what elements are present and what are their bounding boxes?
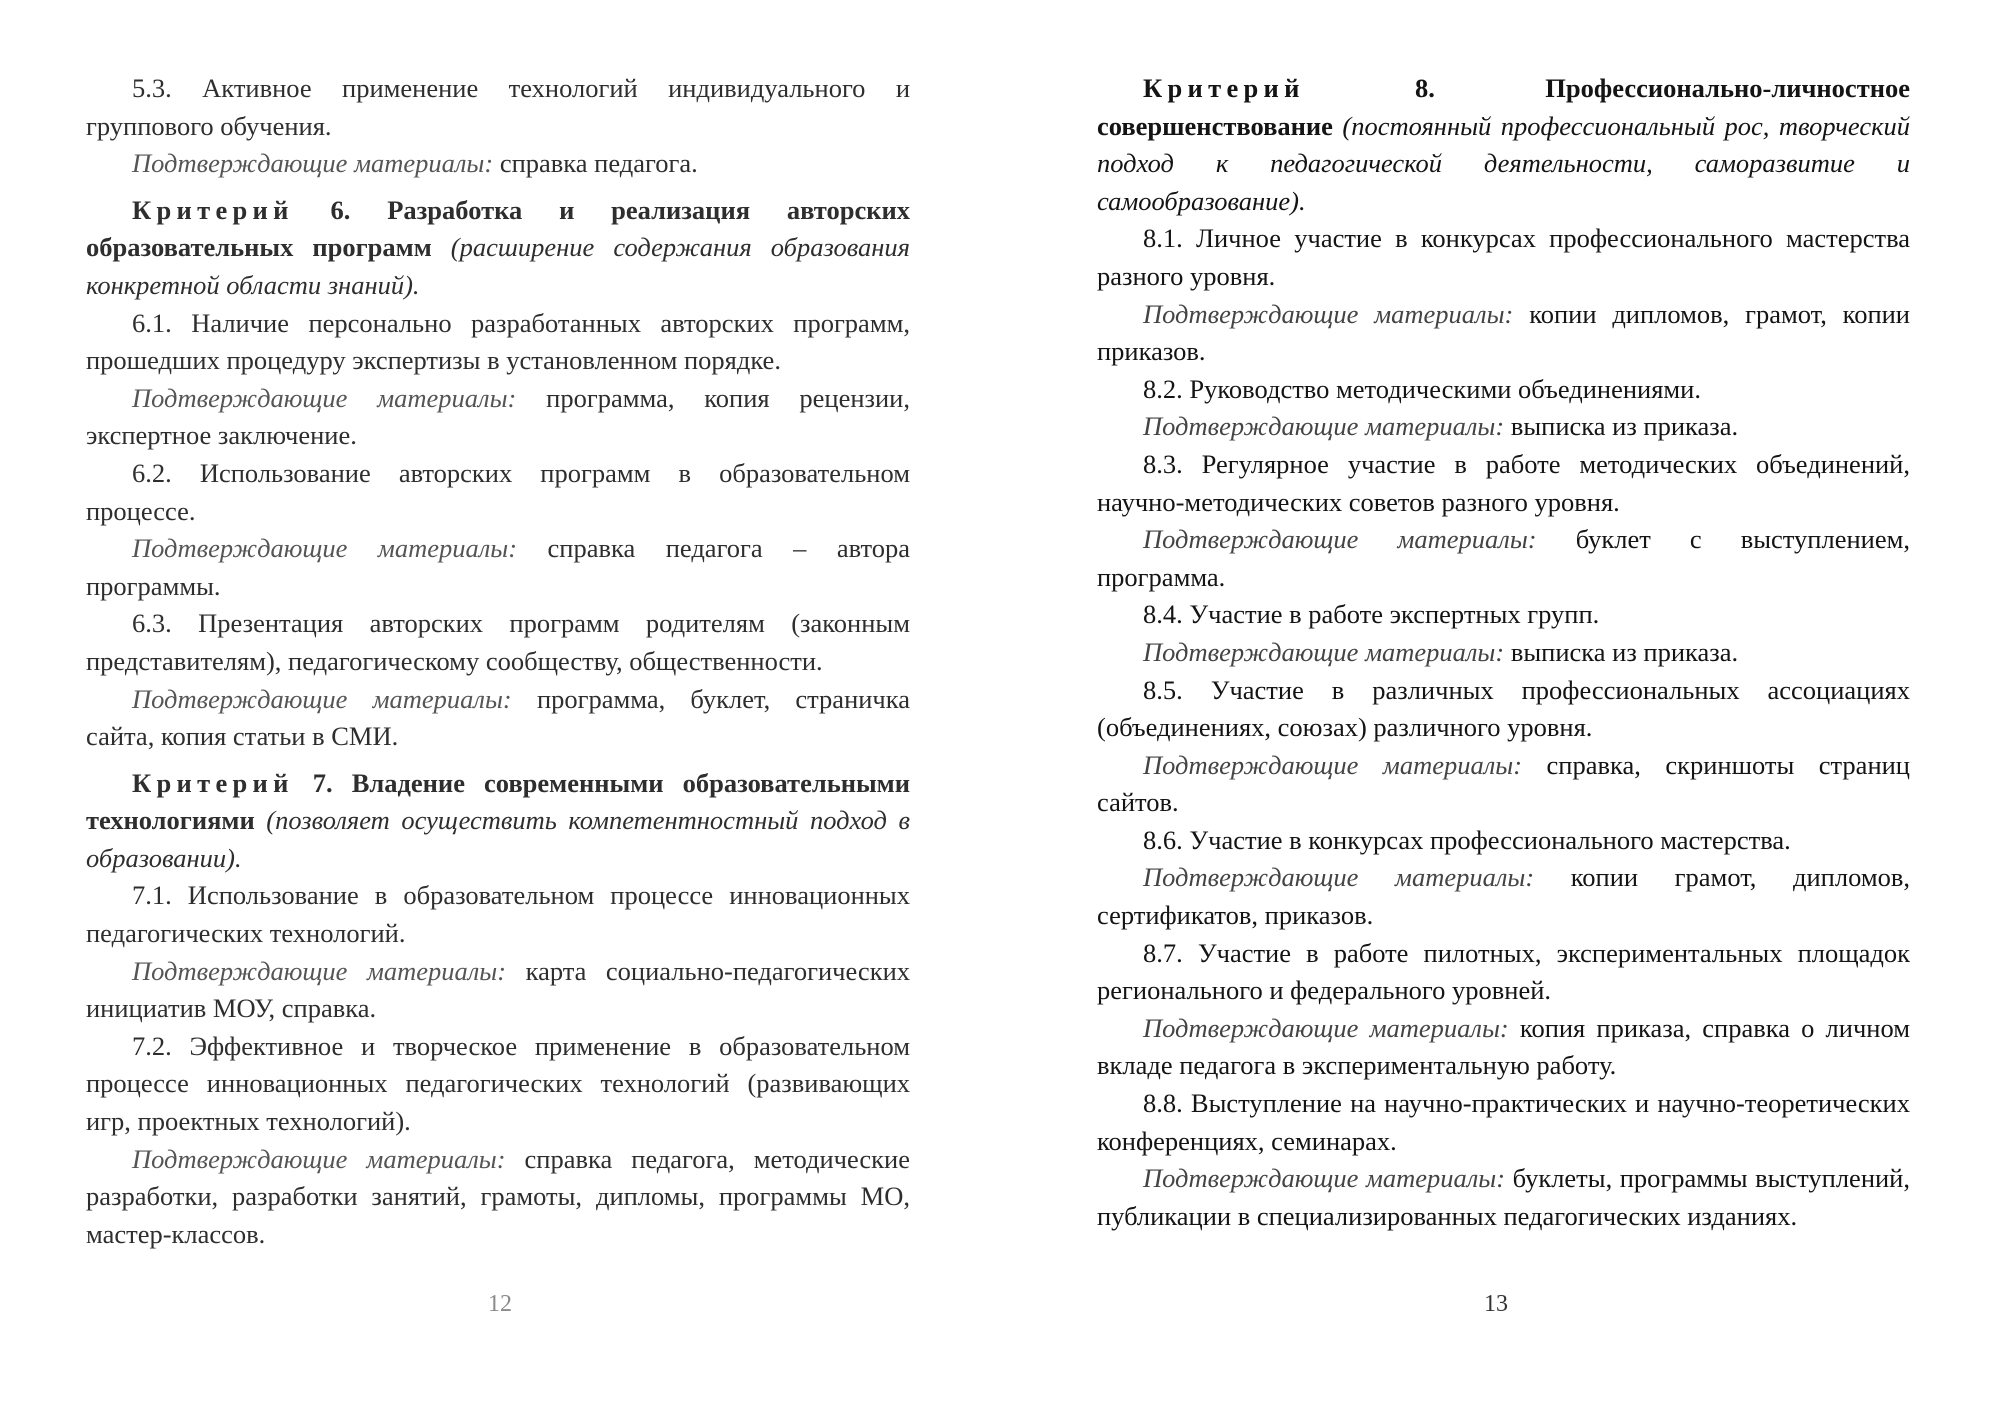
confirming-materials: Подтверждающие материалы: копии дипломов, грамот, копии приказов. bbox=[1097, 298, 1910, 367]
confirming-materials: Подтверждающие материалы: буклеты, программы выступлений, публикации в специализированных педагогических изданиях. bbox=[1097, 1163, 1910, 1231]
right-page bbox=[1097, 70, 1910, 1235]
left-page bbox=[86, 70, 910, 1253]
confirming-materials: Подтверждающие материалы: выписка из приказа. bbox=[1143, 411, 1739, 442]
item-8-4: 8.4. Участие в работе экспертных групп. bbox=[1143, 599, 1600, 630]
item-6-1: 6.1. Наличие персонально разработанных авторских программ, прошедших процедуру экспертизы в установленном порядке. bbox=[86, 307, 910, 376]
criterion-8-heading: Критерий 8. Профессионально-личностное совершенствование (постоянный профессиональный рос, творческий подход к педагогической деятельности, саморазвитие и самообразование). bbox=[1097, 73, 1910, 216]
item-6-2: 6.2. Использование авторских программ в образовательном процессе. bbox=[86, 457, 910, 526]
item-7-2: 7.2. Эффективное и творческое применение в образовательном процессе инновационных педагогических технологий (развивающих игр, проектных технологий). bbox=[86, 1030, 910, 1137]
confirming-materials: Подтверждающие материалы: буклет с выступлением, программа. bbox=[1097, 524, 1910, 592]
item-8-5: 8.5. Участие в различных профессиональных ассоциациях (объединениях, союзах) различного уровня. bbox=[1097, 674, 1910, 743]
item-5-3: 5.3. Активное применение технологий индивидуального и группового обучения. bbox=[86, 73, 910, 141]
confirming-materials: Подтверждающие материалы: программа, буклет, страничка сайта, копия статьи в СМИ. bbox=[86, 683, 910, 752]
confirming-materials: Подтверждающие материалы: справка педагога – автора программы. bbox=[86, 533, 910, 601]
item-8-2: 8.2. Руководство методическими объединениями. bbox=[1143, 373, 1701, 404]
page-number-left: 12 bbox=[488, 1291, 512, 1317]
criterion-7-heading: Критерий 7. Владение современными образовательными технологиями (позволяет осуществить компетентностный подход в образовании). bbox=[86, 767, 910, 873]
confirming-materials: Подтверждающие материалы: копия приказа, справка о личном вкладе педагога в экспериментальную работу. bbox=[1097, 1012, 1910, 1081]
item-8-6: 8.6. Участие в конкурсах профессионального мастерства. bbox=[1143, 824, 1791, 855]
confirming-materials: Подтверждающие материалы: справка педагога. bbox=[132, 148, 698, 179]
item-7-1: 7.1. Использование в образовательном процессе инновационных педагогических технологий. bbox=[86, 880, 910, 949]
confirming-materials: Подтверждающие материалы: справка педагога, методические разработки, разработки занятий, грамоты, дипломы, программы МО, мастер-классов. bbox=[86, 1143, 910, 1249]
item-6-3: 6.3. Презентация авторских программ родителям (законным представителям), педагогическому сообществу, общественности. bbox=[86, 608, 910, 676]
item-8-7: 8.7. Участие в работе пилотных, экспериментальных площадок регионального и федерального уровней. bbox=[1097, 937, 1910, 1006]
confirming-materials: Подтверждающие материалы: программа, копия рецензии, экспертное заключение. bbox=[86, 382, 910, 451]
page-number-right: 13 bbox=[1484, 1291, 1508, 1317]
item-8-1: 8.1. Личное участие в конкурсах профессионального мастерства разного уровня. bbox=[1097, 223, 1910, 291]
confirming-materials: Подтверждающие материалы: копии грамот, дипломов, сертификатов, приказов. bbox=[1097, 862, 1910, 931]
item-8-3: 8.3. Регулярное участие в работе методических объединений, научно-методических советов разного уровня. bbox=[1097, 448, 1910, 517]
confirming-materials: Подтверждающие материалы: карта социально-педагогических инициатив МОУ, справка. bbox=[86, 955, 910, 1024]
item-8-8: 8.8. Выступление на научно-практических и научно-теоретических конференциях, семинарах. bbox=[1097, 1088, 1910, 1156]
confirming-materials: Подтверждающие материалы: справка, скриншоты страниц сайтов. bbox=[1097, 749, 1910, 818]
criterion-6-heading: Критерий 6. Разработка и реализация авторских образовательных программ (расширение содержания образования конкретной области знаний). bbox=[86, 194, 910, 300]
confirming-materials: Подтверждающие материалы: выписка из приказа. bbox=[1143, 636, 1739, 667]
